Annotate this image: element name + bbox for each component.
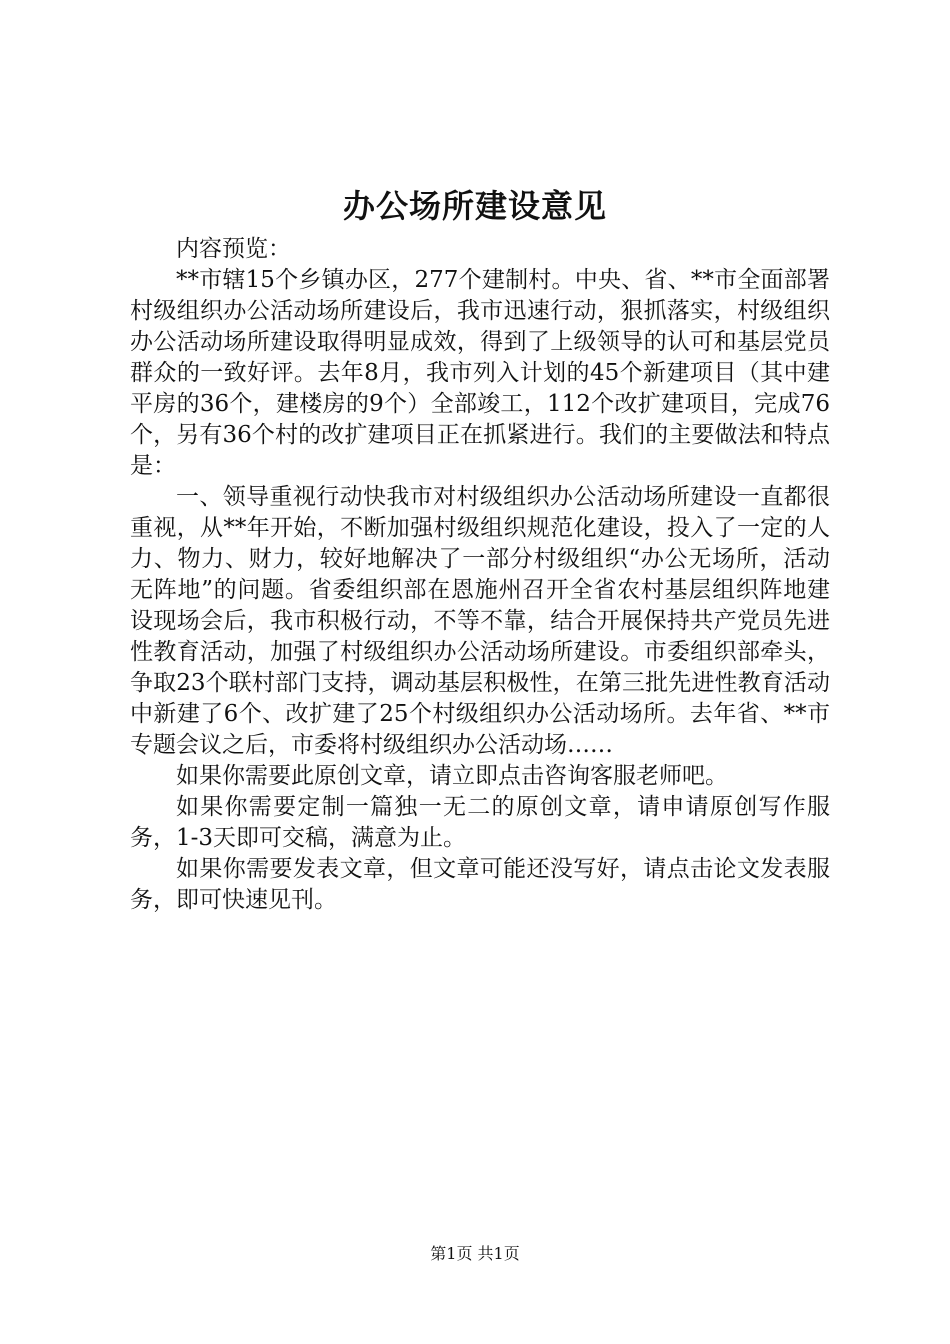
document-title: 办公场所建设意见 <box>342 187 607 225</box>
document-body <box>130 234 830 916</box>
preview-label: 内容预览： <box>176 236 291 262</box>
paragraph-custom-writing: 如果你需要定制一篇独一无二的原创文章，请申请原创写作服务，1-3天即可交稿，满意为止。 <box>130 794 830 851</box>
page-number: 第1页 共1页 <box>430 1244 520 1263</box>
paragraph-consult-prompt: 如果你需要此原创文章，请立即点击咨询客服老师吧。 <box>176 763 728 789</box>
paragraph-publishing-service: 如果你需要发表文章，但文章可能还没写好，请点击论文发表服务，即可快速见刊。 <box>130 856 830 913</box>
paragraph-overview: **市辖15个乡镇办区，277个建制村。中央、省、**市全面部署村级组织办公活动场所建设后，我市迅速行动，狠抓落实，村级组织办公活动场所建设取得明显成效，得到了上级领导的认可和基层党员群众的一致好评。去年8月，我市列入计划的45个新建项目（其中建平房的36个，建楼房的9个）全部竣工，112个改扩建项目，完成76个，另有36个村的改扩建项目正在抓紧进行。我们的主要做法和特点是： <box>130 267 830 479</box>
paragraph-section-one: 一、领导重视行动快我市对村级组织办公活动场所建设一直都很重视，从**年开始，不断加强村级组织规范化建设，投入了一定的人力、物力、财力，较好地解决了一部分村级组织“办公无场所，活动无阵地”的问题。省委组织部在恩施州召开全省农村基层组织阵地建设现场会后，我市积极行动，不等不靠，结合开展保持共产党员先进性教育活动，加强了村级组织办公活动场所建设。市委组织部牵头，争取23个联村部门支持，调动基层积极性，在第三批先进性教育活动中新建了6个、改扩建了25个村级组织办公活动场所。去年省、**市专题会议之后，市委将村级组织办公活动场…… <box>130 484 830 758</box>
